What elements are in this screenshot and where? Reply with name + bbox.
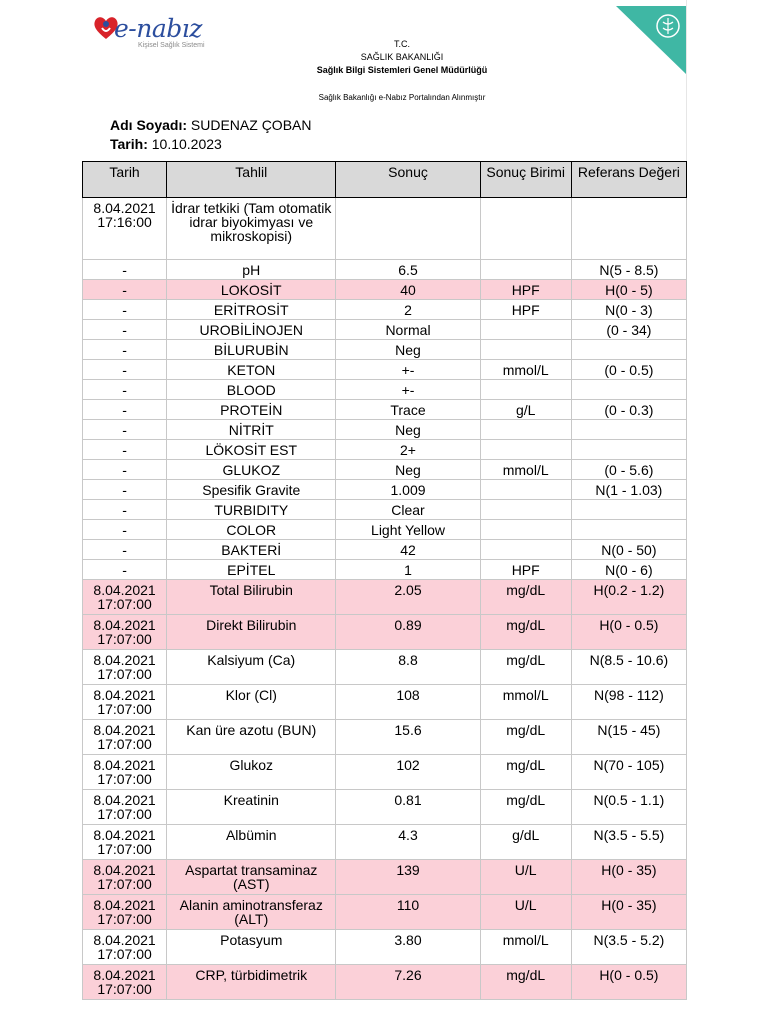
cell-tarih: - [83, 560, 167, 580]
table-row [83, 500, 687, 520]
cell-birim: mmol/L [480, 685, 571, 720]
cell-tahlil: PROTEİN [167, 400, 336, 420]
cell-sonuc: 102 [336, 755, 480, 790]
cell-tahlil: Potasyum [167, 930, 336, 965]
cell-sonuc: Neg [336, 340, 480, 360]
cell-birim: g/L [480, 400, 571, 420]
cell-sonuc: 1 [336, 560, 480, 580]
cell-tahlil: BLOOD [167, 380, 336, 400]
cell-tarih: 8.04.2021 17:07:00 [83, 895, 167, 930]
patient-name: SUDENAZ ÇOBAN [190, 117, 312, 133]
cell-referans: N(3.5 - 5.2) [571, 930, 686, 965]
table-row [83, 198, 687, 260]
cell-tahlil: BİLURUBİN [167, 340, 336, 360]
cell-tarih: - [83, 460, 167, 480]
table-row [83, 860, 687, 895]
cell-tahlil: Albümin [167, 825, 336, 860]
cell-tarih: - [83, 320, 167, 340]
cell-sonuc: 139 [336, 860, 480, 895]
header-ministry: SAĞLIK BAKANLIĞI [360, 52, 444, 62]
table-row [83, 790, 687, 825]
cell-tarih: - [83, 400, 167, 420]
header-tarih: Tarih [83, 162, 167, 198]
table-row [83, 720, 687, 755]
cell-tahlil: Total Bilirubin [167, 580, 336, 615]
cell-tarih: - [83, 520, 167, 540]
cell-tahlil: Klor (Cl) [167, 685, 336, 720]
cell-tahlil: Kan üre azotu (BUN) [167, 720, 336, 755]
cell-birim: mg/dL [480, 720, 571, 755]
cell-birim: mg/dL [480, 650, 571, 685]
cell-sonuc: 40 [336, 280, 480, 300]
table-row [83, 560, 687, 580]
cell-referans [571, 340, 686, 360]
table-row [83, 400, 687, 420]
report-date-line [110, 136, 222, 152]
table-row [83, 280, 687, 300]
cell-tarih: 8.04.2021 17:07:00 [83, 965, 167, 1000]
cell-referans: H(0 - 5) [571, 280, 686, 300]
cell-tarih: 8.04.2021 17:07:00 [83, 825, 167, 860]
header-directorate: Sağlık Bilgi Sistemleri Genel Müdürlüğü [316, 65, 488, 75]
cell-referans: N(98 - 112) [571, 685, 686, 720]
cell-sonuc: Clear [336, 500, 480, 520]
cell-tahlil: Spesifik Gravite [167, 480, 336, 500]
cell-birim [480, 500, 571, 520]
cell-sonuc: 0.81 [336, 790, 480, 825]
table-row [83, 460, 687, 480]
cell-birim [480, 540, 571, 560]
cell-tahlil: LÖKOSİT EST [167, 440, 336, 460]
cell-sonuc: 0.89 [336, 615, 480, 650]
cell-sonuc: 2+ [336, 440, 480, 460]
cell-tarih: - [83, 540, 167, 560]
cell-birim: U/L [480, 860, 571, 895]
cell-tahlil: NİTRİT [167, 420, 336, 440]
cell-tahlil: CRP, türbidimetrik [167, 965, 336, 1000]
table-row [83, 615, 687, 650]
cell-birim: mg/dL [480, 755, 571, 790]
table-row [83, 380, 687, 400]
cell-tahlil: Glukoz [167, 755, 336, 790]
cell-sonuc: 15.6 [336, 720, 480, 755]
cell-birim: mmol/L [480, 930, 571, 965]
cell-tarih: 8.04.2021 17:07:00 [83, 755, 167, 790]
cell-sonuc: 4.3 [336, 825, 480, 860]
cell-birim [480, 520, 571, 540]
table-row [83, 540, 687, 560]
cell-tarih: 8.04.2021 17:07:00 [83, 720, 167, 755]
cell-sonuc: 108 [336, 685, 480, 720]
cell-tahlil: Kreatinin [167, 790, 336, 825]
table-row [83, 825, 687, 860]
table-row [83, 440, 687, 460]
cell-birim: HPF [480, 300, 571, 320]
cell-referans: N(0 - 50) [571, 540, 686, 560]
cell-referans: (0 - 34) [571, 320, 686, 340]
cell-birim: mmol/L [480, 460, 571, 480]
cell-sonuc: +- [336, 380, 480, 400]
cell-referans: N(70 - 105) [571, 755, 686, 790]
cell-tarih: 8.04.2021 17:16:00 [83, 198, 167, 260]
cell-tahlil: EPİTEL [167, 560, 336, 580]
source-note: Sağlık Bakanlığı e-Nabız Portalından Alınmıştır [318, 93, 486, 102]
cell-sonuc: 6.5 [336, 260, 480, 280]
cell-tahlil: COLOR [167, 520, 336, 540]
cell-tahlil: TURBIDITY [167, 500, 336, 520]
cell-sonuc: 42 [336, 540, 480, 560]
table-row [83, 260, 687, 280]
cell-tarih: - [83, 300, 167, 320]
cell-tahlil: LOKOSİT [167, 280, 336, 300]
cell-referans: H(0.2 - 1.2) [571, 580, 686, 615]
cell-referans [571, 500, 686, 520]
cell-birim: mg/dL [480, 580, 571, 615]
logo-tagline: Kişisel Sağlık Sistemi [138, 42, 205, 49]
table-row [83, 895, 687, 930]
cell-sonuc: 8.8 [336, 650, 480, 685]
results-table [82, 161, 687, 1000]
cell-referans: H(0 - 0.5) [571, 615, 686, 650]
cell-sonuc: 3.80 [336, 930, 480, 965]
cell-sonuc: 7.26 [336, 965, 480, 1000]
cell-tarih: 8.04.2021 17:07:00 [83, 930, 167, 965]
cell-birim [480, 260, 571, 280]
cell-referans: (0 - 0.3) [571, 400, 686, 420]
cell-referans: N(15 - 45) [571, 720, 686, 755]
cell-birim [480, 420, 571, 440]
cell-sonuc: Trace [336, 400, 480, 420]
cell-tarih: - [83, 340, 167, 360]
cell-referans: H(0 - 35) [571, 860, 686, 895]
cell-birim: mg/dL [480, 965, 571, 1000]
cell-referans: N(0 - 6) [571, 560, 686, 580]
cell-tarih: - [83, 280, 167, 300]
header-sonuc: Sonuç [336, 162, 480, 198]
cell-referans: N(0 - 3) [571, 300, 686, 320]
ministry-emblem-icon [616, 6, 686, 74]
cell-tahlil: KETON [167, 360, 336, 380]
cell-tarih: - [83, 420, 167, 440]
logo-wordmark: e-nabız [114, 14, 202, 43]
header-tahlil: Tahlil [167, 162, 336, 198]
cell-referans: N(8.5 - 10.6) [571, 650, 686, 685]
cell-tahlil: İdrar tetkiki (Tam otomatik idrar biyokimyası ve mikroskopisi) [167, 198, 336, 260]
header-referans: Referans Değeri [571, 162, 686, 198]
table-row [83, 340, 687, 360]
table-row [83, 755, 687, 790]
cell-sonuc: 2.05 [336, 580, 480, 615]
cell-birim [480, 480, 571, 500]
table-row [83, 580, 687, 615]
table-header-row [83, 162, 687, 198]
report-date-label: Tarih: [110, 136, 148, 152]
cell-tarih: 8.04.2021 17:07:00 [83, 650, 167, 685]
cell-sonuc [336, 198, 480, 260]
cell-birim: U/L [480, 895, 571, 930]
cell-referans: N(0.5 - 1.1) [571, 790, 686, 825]
cell-sonuc: 2 [336, 300, 480, 320]
cell-tarih: - [83, 360, 167, 380]
table-row [83, 650, 687, 685]
table-row [83, 420, 687, 440]
table-row [83, 930, 687, 965]
cell-tahlil: GLUKOZ [167, 460, 336, 480]
cell-tahlil: Kalsiyum (Ca) [167, 650, 336, 685]
table-row [83, 360, 687, 380]
cell-sonuc: Normal [336, 320, 480, 340]
cell-sonuc: +- [336, 360, 480, 380]
cell-tahlil: BAKTERİ [167, 540, 336, 560]
cell-referans: (0 - 5.6) [571, 460, 686, 480]
table-row [83, 300, 687, 320]
cell-referans: H(0 - 35) [571, 895, 686, 930]
cell-birim [480, 320, 571, 340]
cell-tarih: 8.04.2021 17:07:00 [83, 615, 167, 650]
cell-referans [571, 198, 686, 260]
cell-tarih: - [83, 380, 167, 400]
cell-referans: N(5 - 8.5) [571, 260, 686, 280]
cell-tarih: 8.04.2021 17:07:00 [83, 860, 167, 895]
table-row [83, 480, 687, 500]
cell-tarih: - [83, 480, 167, 500]
cell-sonuc: 110 [336, 895, 480, 930]
table-row [83, 320, 687, 340]
cell-tarih: 8.04.2021 17:07:00 [83, 790, 167, 825]
cell-tarih: - [83, 500, 167, 520]
header-sonuc-birimi: Sonuç Birimi [480, 162, 571, 198]
cell-birim [480, 380, 571, 400]
cell-birim: HPF [480, 280, 571, 300]
cell-birim: g/dL [480, 825, 571, 860]
cell-tahlil: Alanin aminotransferaz (ALT) [167, 895, 336, 930]
header-country: T.C. [393, 39, 410, 49]
report-date: 10.10.2023 [151, 136, 222, 152]
cell-tahlil: pH [167, 260, 336, 280]
cell-referans: N(1 - 1.03) [571, 480, 686, 500]
cell-birim: mmol/L [480, 360, 571, 380]
cell-tahlil: Aspartat transaminaz (AST) [167, 860, 336, 895]
cell-tahlil: UROBİLİNOJEN [167, 320, 336, 340]
patient-name-line [110, 117, 311, 133]
cell-birim [480, 198, 571, 260]
cell-referans: (0 - 0.5) [571, 360, 686, 380]
cell-sonuc: Neg [336, 460, 480, 480]
table-row [83, 520, 687, 540]
cell-birim [480, 440, 571, 460]
cell-birim [480, 340, 571, 360]
cell-referans [571, 420, 686, 440]
patient-name-label: Adı Soyadı: [110, 117, 188, 133]
cell-sonuc: Light Yellow [336, 520, 480, 540]
cell-tarih: - [83, 260, 167, 280]
cell-referans: H(0 - 0.5) [571, 965, 686, 1000]
table-row [83, 685, 687, 720]
cell-referans: N(3.5 - 5.5) [571, 825, 686, 860]
cell-referans [571, 440, 686, 460]
cell-birim: HPF [480, 560, 571, 580]
cell-referans [571, 380, 686, 400]
cell-birim: mg/dL [480, 615, 571, 650]
cell-tarih: 8.04.2021 17:07:00 [83, 580, 167, 615]
cell-tahlil: Direkt Bilirubin [167, 615, 336, 650]
cell-birim: mg/dL [480, 790, 571, 825]
cell-sonuc: 1.009 [336, 480, 480, 500]
cell-tahlil: ERİTROSİT [167, 300, 336, 320]
cell-referans [571, 520, 686, 540]
cell-tarih: 8.04.2021 17:07:00 [83, 685, 167, 720]
cell-tarih: - [83, 440, 167, 460]
cell-sonuc: Neg [336, 420, 480, 440]
table-row [83, 965, 687, 1000]
